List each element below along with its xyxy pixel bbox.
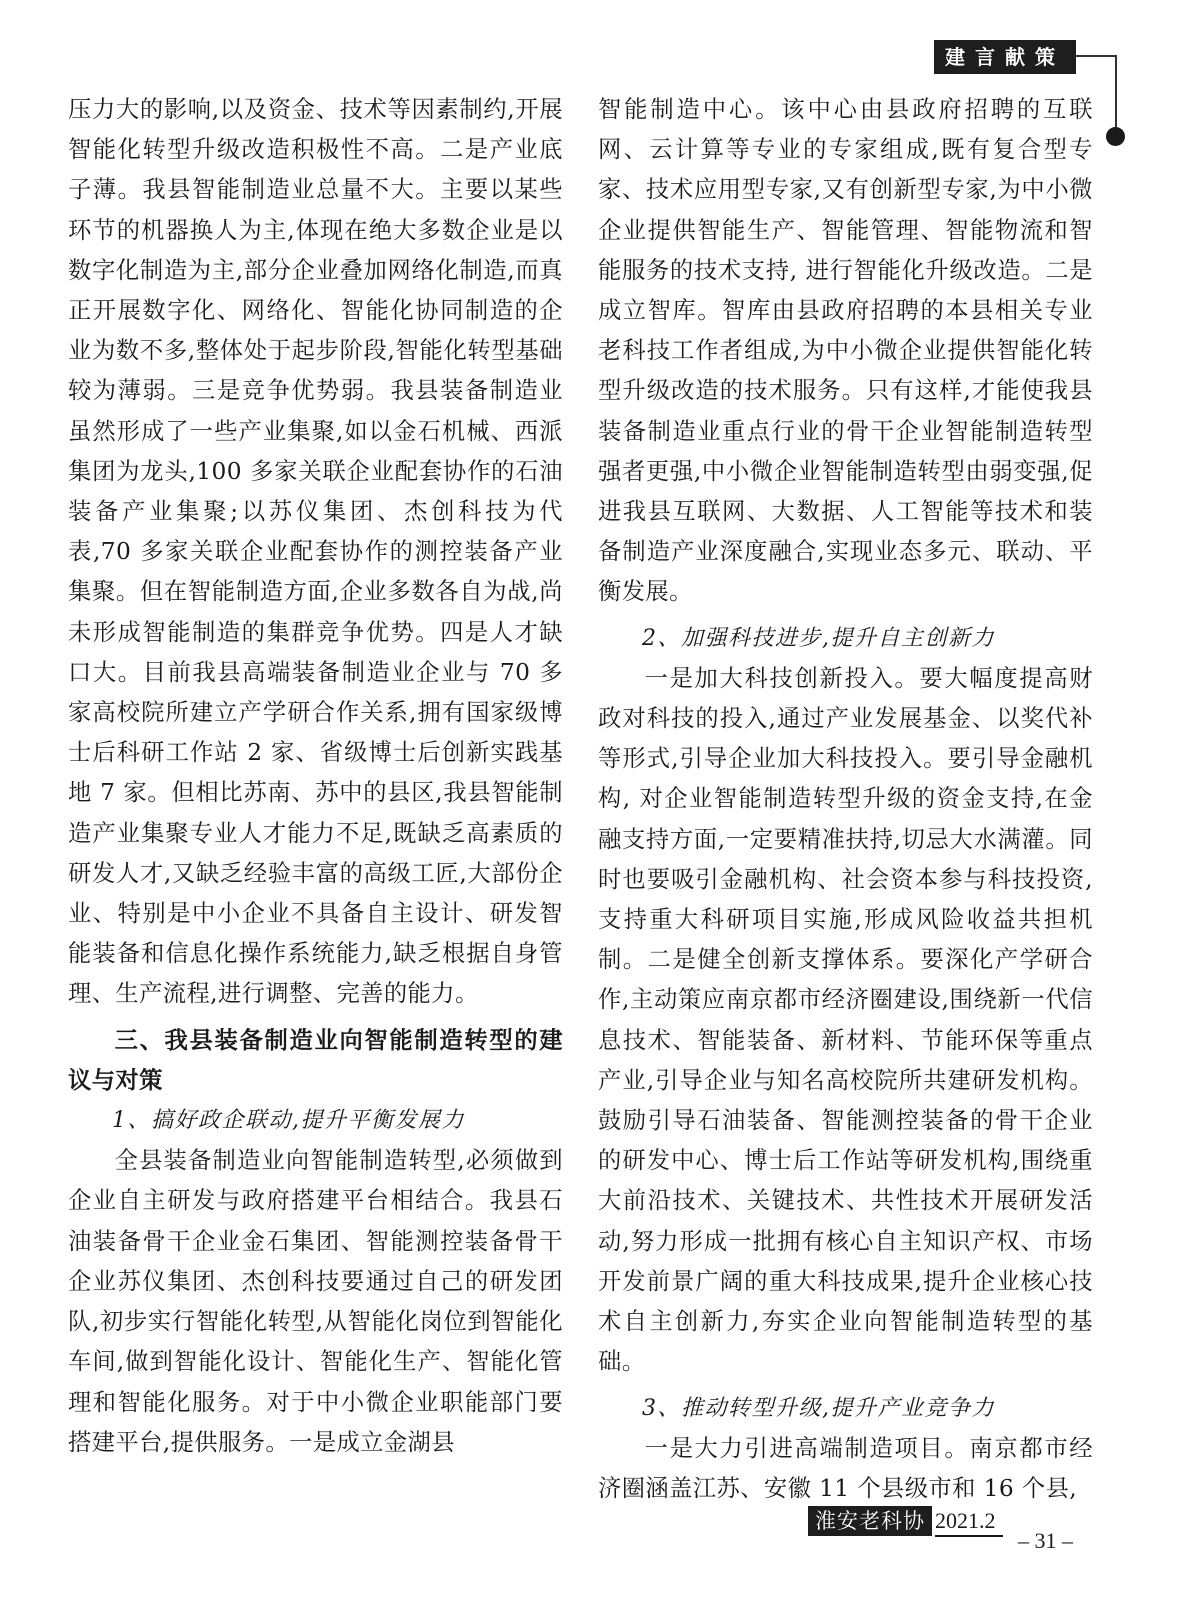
right-column	[598, 90, 1093, 1509]
issue-underline	[935, 1535, 1003, 1537]
paragraph: 一是加大科技创新投入。要大幅度提高财政对科技的投入,通过产业发展基金、以奖代补等形式,引导企业加大科技投入。要引导金融机构, 对企业智能制造转型升级的资金支持,在金融支持方面,一定要精准扶持,切忌大水满灌。同时也要吸引金融机构、社会资本参与科技投资,支持重大科研项目实施,形成风险收益共担机制。二是健全创新支撑体系。要深化产学研合作,主动策应南京都市经济圈建设,围绕新一代信息技术、智能装备、新材料、节能环保等重点产业,引导企业与知名高校院所共建研发机构。鼓励引导石油装备、智能测控装备的骨干企业的研发中心、博士后工作站等研发机构,围绕重大前沿技术、关键技术、共性技术开展研发活动,努力形成一批拥有核心自主知识产权、市场开发前景广阔的重大科技成果,提升企业核心技术自主创新力,夯实企业向智能制造转型的基础。	[598, 664, 1093, 1376]
subsection-heading: 3、推动转型升级,提升产业竞争力	[642, 1395, 995, 1421]
paragraph: 一是大力引进高端制造项目。南京都市经济圈涵盖江苏、安徽 11 个县级市和 16 个县,	[598, 1434, 1093, 1502]
issue-number: 2021.2	[935, 1508, 996, 1533]
magazine-name: 淮安老科协	[808, 1506, 932, 1536]
column-tag: 建言献策	[934, 40, 1076, 74]
paragraph: 压力大的影响,以及资金、技术等因素制约,开展智能化转型升级改造积极性不高。二是产业底子薄。我县智能制造业总量不大。主要以某些环节的机器换人为主,体现在绝大多数企业是以数字化制造为主,部分企业叠加网络化制造,而真正开展数字化、网络化、智能化协同制造的企业为数不多,整体处于起步阶段,智能化转型基础较为薄弱。三是竞争优势弱。我县装备制造业虽然形成了一些产业集聚,如以金石机械、西派集团为龙头,100 多家关联企业配套协作的石油装备产业集聚;以苏仪集团、杰创科技为代表,70 多家关联企业配套协作的测控装备产业集聚。但在智能制造方面,企业多数各自为战,尚未形成智能制造的集群竞争优势。四是人才缺口大。目前我县高端装备制造业企业与 70 多家高校院所建立产学研合作关系,拥有国家级博士后科研工作站 2 家、省级博士后创新实践基地 7 家。但相比苏南、苏中的县区,我县智能制造产业集聚专业人才能力不足,既缺乏高素质的研发人才,又缺乏经验丰富的高级工匠,大部份企业、特别是中小企业不具备自主设计、研发智能装备和信息化操作系统能力,缺乏根据自身管理、生产流程,进行调整、完善的能力。	[68, 96, 563, 1008]
section-heading: 三、我县装备制造业向智能制造转型的建议与对策	[68, 1026, 563, 1094]
header-bullet-dot	[1106, 127, 1125, 146]
subsection-heading: 1、搞好政企联动,提升平衡发展力	[112, 1108, 465, 1134]
left-column	[68, 90, 563, 1463]
header-bracket-line	[1076, 55, 1116, 57]
paragraph: 全县装备制造业向智能制造转型,必须做到企业自主研发与政府搭建平台相结合。我县石油装备骨干企业金石集团、智能测控装备骨干企业苏仪集团、杰创科技要通过自己的研发团队,初步实行智能化转型,从智能化岗位到智能化车间,做到智能化设计、智能化生产、智能化管理和智能化服务。对于中小微企业职能部门要搭建平台,提供服务。一是成立金湖县	[68, 1147, 563, 1456]
header-bracket-line-vertical	[1115, 55, 1117, 132]
page-number: – 31 –	[1018, 1528, 1073, 1553]
subsection-heading: 2、加强科技进步,提升自主创新力	[642, 625, 995, 651]
paragraph: 智能制造中心。该中心由县政府招聘的互联网、云计算等专业的专家组成,既有复合型专家、技术应用型专家,又有创新型专家,为中小微企业提供智能生产、智能管理、智能物流和智能服务的技术支持, 进行智能化升级改造。二是成立智库。智库由县政府招聘的本县相关专业老科技工作者组成,为中小微企业提供智能化转型升级改造的技术服务。只有这样,才能使我县装备制造业重点行业的骨干企业智能制造转型强者更强,中小微企业智能制造转型由弱变强,促进我县互联网、大数据、人工智能等技术和装备制造产业深度融合,实现业态多元、联动、平衡发展。	[598, 96, 1093, 606]
